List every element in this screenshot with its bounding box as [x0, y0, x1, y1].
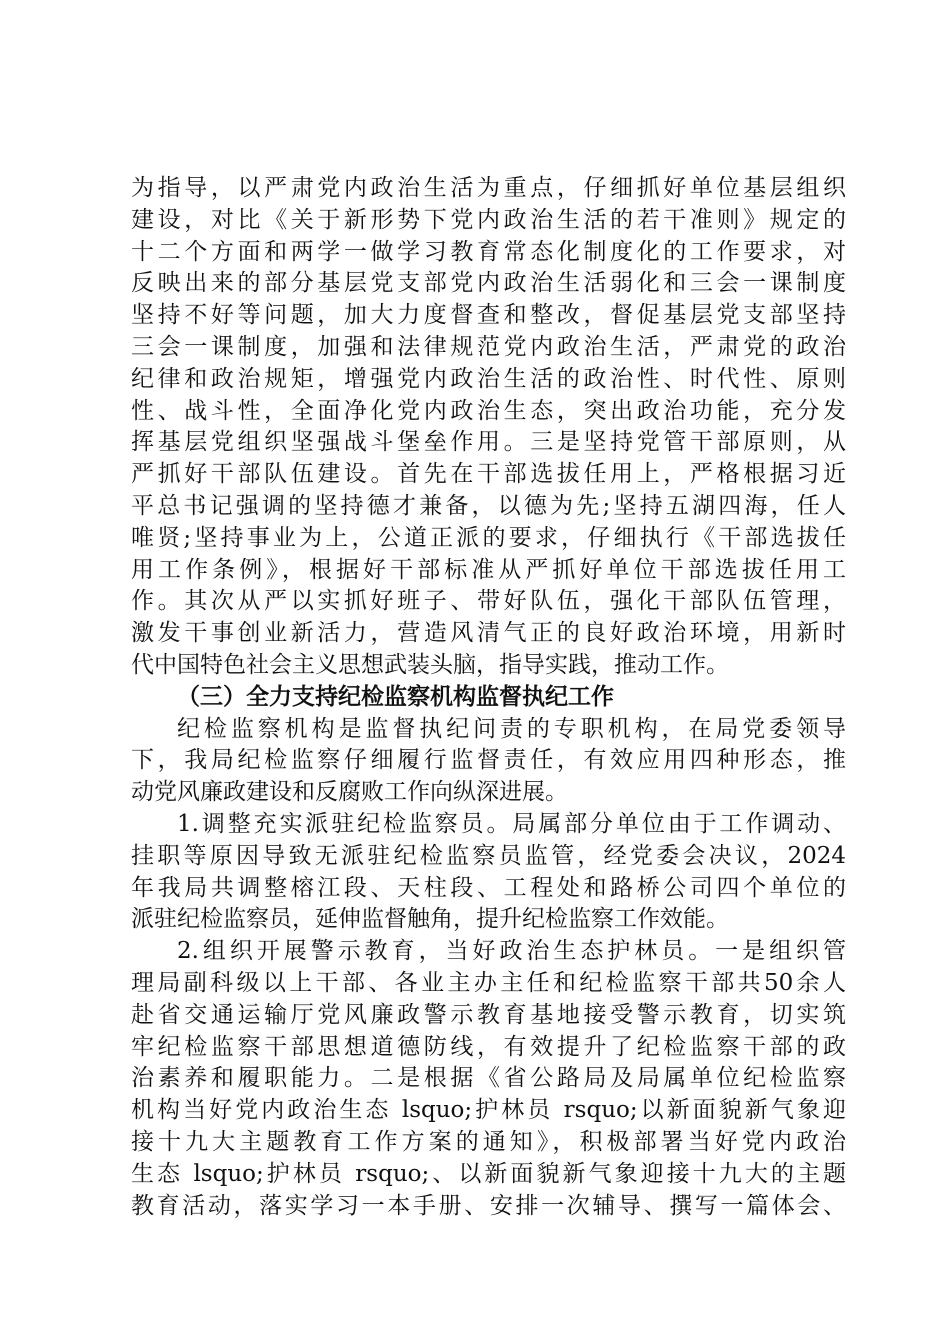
text-line: 平总书记强调的坚持德才兼备，以德为先;坚持五湖四海，任人: [131, 492, 846, 519]
text-line: 作。其次从严以实抓好班子、带好队伍，强化干部队伍管理，: [131, 588, 846, 615]
section-heading: （三）全力支持纪检监察机构监督执纪工作: [177, 683, 614, 710]
text-line: 坚持不好等问题，加大力度督查和整改，督促基层党支部坚持: [131, 302, 846, 329]
document-body: [131, 173, 846, 1222]
text-line: 用工作条例》，根据好干部标准从严抓好单位干部选拔任用工: [131, 556, 846, 583]
text-line: 代中国特色社会主义思想武装头脑，指导实践，推动工作。: [131, 651, 729, 678]
text-line: 性、战斗性，全面净化党内政治生态，突出政治功能，充分发: [131, 397, 846, 424]
text-line: 理局副科级以上干部、各业主办主任和纪检监察干部共50余人: [131, 969, 846, 996]
text-line: 反映出来的部分基层党支部党内政治生活弱化和三会一课制度: [131, 270, 846, 297]
text-line: 唯贤;坚持事业为上，公道正派的要求，仔细执行《干部选拔任: [131, 524, 846, 551]
paragraph: [131, 714, 846, 809]
text-line: 派驻纪检监察员，延伸监督触角，提升纪检监察工作效能。: [131, 906, 729, 933]
text-line: 挥基层党组织坚强战斗堡垒作用。三是坚持党管干部原则，从: [131, 429, 846, 456]
text-line: 建设，对比《关于新形势下党内政治生活的若干准则》规定的: [131, 206, 846, 233]
text-line: 挂职等原因导致无派驻纪检监察员监管，经党委会决议，2024: [131, 842, 846, 869]
text-line: 机构当好党内政治生态 lsquo;护林员 rsquo;以新面貌新气象迎: [131, 1097, 846, 1124]
text-line: 激发干事创业新活力，营造风清气正的良好政治环境，用新时: [131, 620, 846, 647]
text-line: 教育活动，落实学习一本手册、安排一次辅导、撰写一篇体会、: [131, 1192, 846, 1219]
text-line: 生态 lsquo;护林员 rsquo;、以新面貌新气象迎接十九大的主题: [131, 1160, 846, 1187]
text-line: 治素养和履职能力。二是根据《省公路局及局属单位纪检监察: [131, 1065, 846, 1092]
text-line: 十二个方面和两学一做学习教育常态化制度化的工作要求，对: [131, 238, 846, 265]
text-line: 接十九大主题教育工作方案的通知》，积极部署当好党内政治: [131, 1128, 846, 1155]
text-line: 年我局共调整榕江段、天柱段、工程处和路桥公司四个单位的: [131, 874, 846, 901]
text-line: 1.调整充实派驻纪检监察员。局属部分单位由于工作调动、: [177, 810, 846, 837]
text-line: 严抓好干部队伍建设。首先在干部选拔任用上，严格根据习近: [131, 461, 846, 488]
paragraph: [131, 173, 846, 682]
text-line: 三会一课制度，加强和法律规范党内政治生活，严肃党的政治: [131, 333, 846, 360]
text-line: 下，我局纪检监察仔细履行监督责任，有效应用四种形态，推: [131, 747, 846, 774]
text-line: 动党风廉政建设和反腐败工作向纵深进展。: [131, 779, 568, 806]
text-line: 牢纪检监察干部思想道德防线，有效提升了纪检监察干部的政: [131, 1033, 846, 1060]
text-line: 赴省交通运输厅党风廉政警示教育基地接受警示教育，切实筑: [131, 1001, 846, 1028]
text-line: 2.组织开展警示教育，当好政治生态护林员。一是组织管: [177, 938, 846, 965]
text-line: 纪律和政治规矩，增强党内政治生活的政治性、时代性、原则: [131, 365, 846, 392]
paragraph: [131, 936, 846, 1222]
text-line: 纪检监察机构是监督执纪问责的专职机构，在局党委领导: [177, 715, 846, 742]
paragraph: [131, 809, 846, 936]
text-line: 为指导，以严肃党内政治生活为重点，仔细抓好单位基层组织: [131, 175, 846, 201]
